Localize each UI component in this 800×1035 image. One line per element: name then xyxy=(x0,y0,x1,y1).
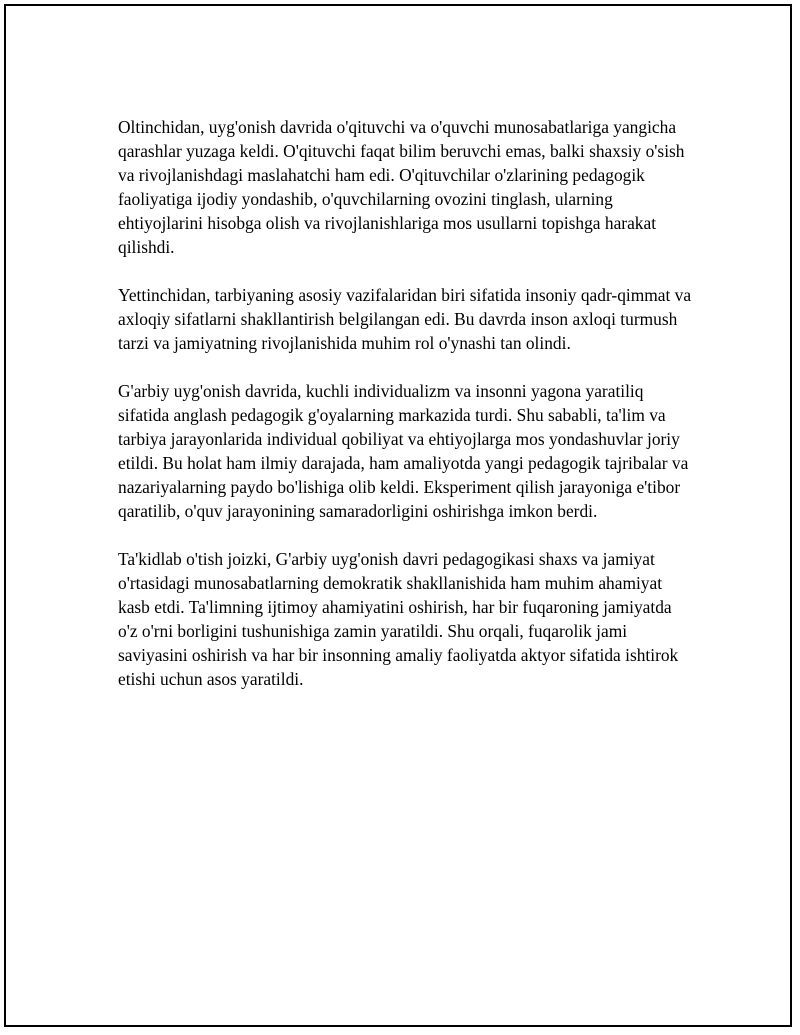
paragraph-4: Ta'kidlab o'tish joizki, G'arbiy uyg'onish davri pedagogikasi shaxs va jamiyat o'rtasidagi munosabatlarning demokratik shakllanishida ham muhim ahamiyat kasb etdi. Ta'limning ijtimoy ahamiyatini oshirish, har bir fuqaroning jamiyatda o'z o'rni borligini tushunishiga zamin yaratildi. Shu orqali, fuqarolik jami saviyasini oshirish va har bir insonning amaliy faoliyatda aktyor sifatida ishtirok etishi uchun asos yaratildi. xyxy=(118,549,679,689)
paragraph-2: Yettinchidan, tarbiyaning asosiy vazifalaridan biri sifatida insoniy qadr-qimmat va axloqiy sifatlarni shakllantirish belgilangan edi. Bu davrda inson axloqi turmush tarzi va jamiyatning rivojlanishida muhim rol o'ynashi tan olindi. xyxy=(118,285,692,353)
paragraph-1: Oltinchidan, uyg'onish davrida o'qituvchi va o'quvchi munosabatlariga yangicha qarashlar yuzaga keldi. O'qituvchi faqat bilim beruvchi emas, balki shaxsiy o'sish va rivojlanishdagi maslahatchi ham edi. O'qituvchilar o'zlarining pedagogik faoliyatiga ijodiy yondashib, o'quvchilarning ovozini tinglash, ularning ehtiyojlarini hisobga olish va rivojlanishlariga mos usullarni topishga harakat qilishdi. xyxy=(118,117,685,257)
document-body xyxy=(118,115,693,691)
paragraph-3: G'arbiy uyg'onish davrida, kuchli individualizm va insonni yagona yaratiliq sifatida anglash pedagogik g'oyalarning markazida turdi. Shu sababli, ta'lim va tarbiya jarayonlarida individual qobiliyat va ehtiyojlarga mos yondashuvlar joriy etildi. Bu holat ham ilmiy darajada, ham amaliyotda yangi pedagogik tajribalar va nazariyalarning paydo bo'lishiga olib keldi. Eksperiment qilish jarayoniga e'tibor qaratilib, o'quv jarayonining samaradorligini oshirishga imkon berdi. xyxy=(118,381,689,521)
